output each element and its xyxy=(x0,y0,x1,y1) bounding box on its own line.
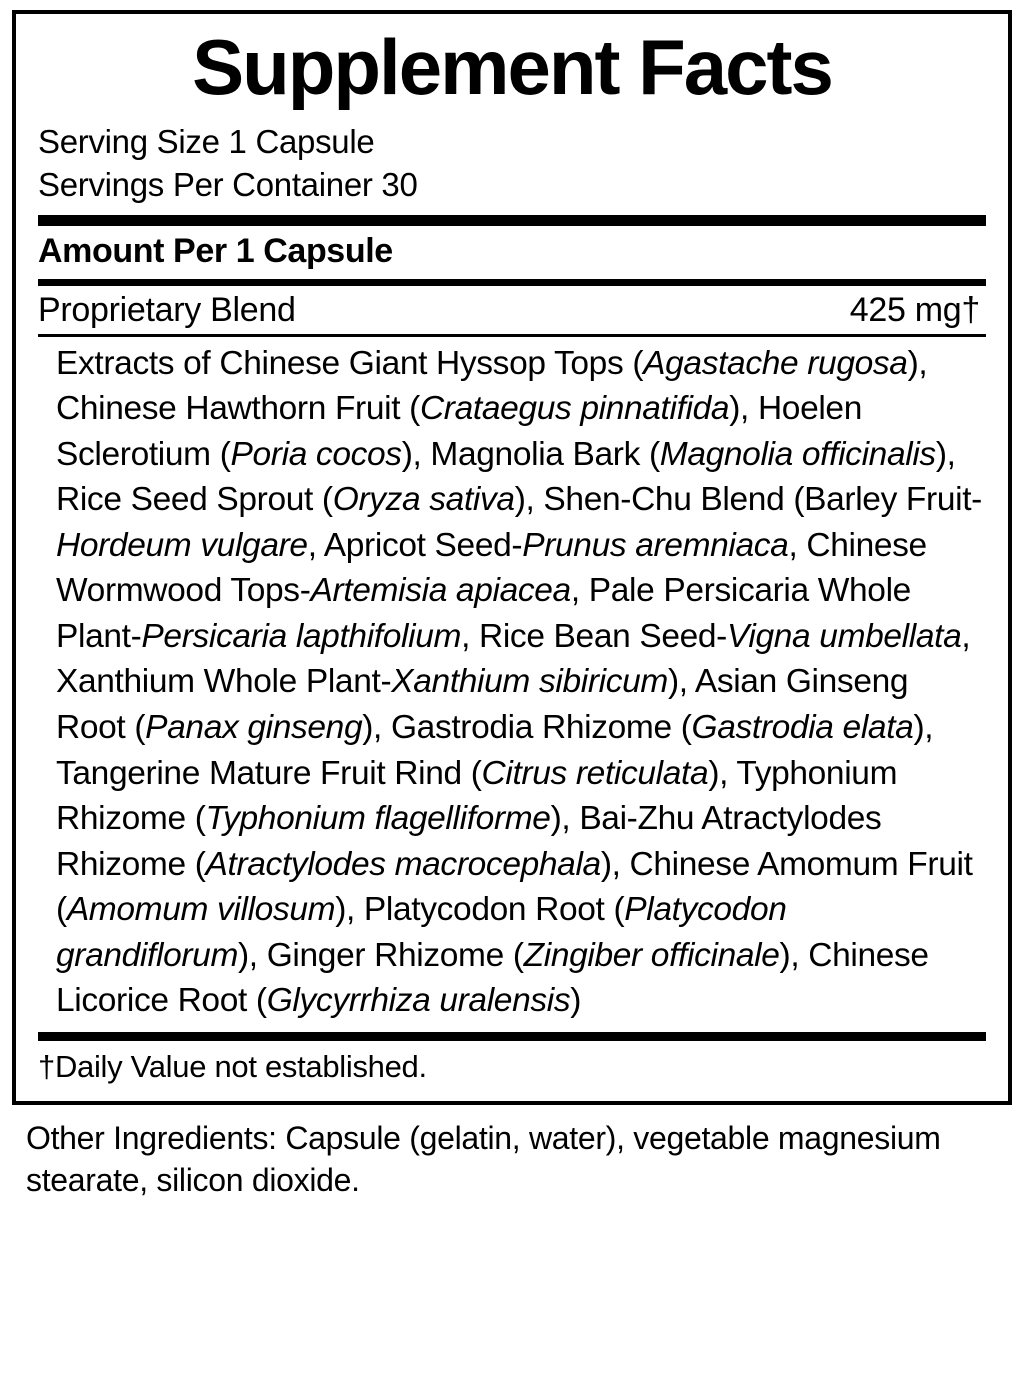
proprietary-blend-row xyxy=(38,288,986,332)
ingredients-list: Extracts of Chinese Giant Hyssop Tops (Agastache rugosa), Chinese Hawthorn Fruit (Crataegus pinnatifida), Hoelen Sclerotium (Poria cocos), Magnolia Bark (Magnolia officinalis), Rice Seed Sprout (Oryza sativa), Shen-Chu Blend (Barley Fruit-Hordeum vulgare, Apricot Seed-Prunus aremniaca, Chinese Wormwood Tops-Artemisia apiacea, Pale Persicaria Whole Plant-Persicaria lapthifolium, Rice Bean Seed-Vigna umbellata, Xanthium Whole Plant-Xanthium sibiricum), Asian Ginseng Root (Panax ginseng), Gastrodia Rhizome (Gastrodia elata), Tangerine Mature Fruit Rind (Citrus reticulata), Typhonium Rhizome (Typhonium flagelliforme), Bai-Zhu Atractylodes Rhizome (Atractylodes macrocephala), Chinese Amomum Fruit (Amomum villosum), Platycodon Root (Platycodon grandiflorum), Ginger Rhizome (Zingiber officinale), Chinese Licorice Root (Glycyrrhiza uralensis) xyxy=(56,344,982,1020)
daily-value-footnote: †Daily Value not established. xyxy=(38,1048,427,1084)
other-ingredients-text: Other Ingredients: Capsule (gelatin, water), vegetable magnesium stearate, silicon dioxide. xyxy=(26,1119,941,1199)
proprietary-blend-amount: 425 mg† xyxy=(849,290,980,329)
divider-bottom xyxy=(38,1032,986,1041)
servings-per-container-text: Servings Per Container 30 xyxy=(38,166,418,204)
amount-per-serving-heading: Amount Per 1 Capsule xyxy=(38,231,393,270)
divider-thick-top xyxy=(38,215,986,226)
serving-size-text: Serving Size 1 Capsule xyxy=(38,122,375,160)
facts-panel xyxy=(12,10,1012,1105)
page-title: Supplement Facts xyxy=(192,23,832,111)
divider-medium xyxy=(38,279,986,286)
divider-thin xyxy=(38,334,986,337)
proprietary-blend-name: Proprietary Blend xyxy=(38,290,296,329)
